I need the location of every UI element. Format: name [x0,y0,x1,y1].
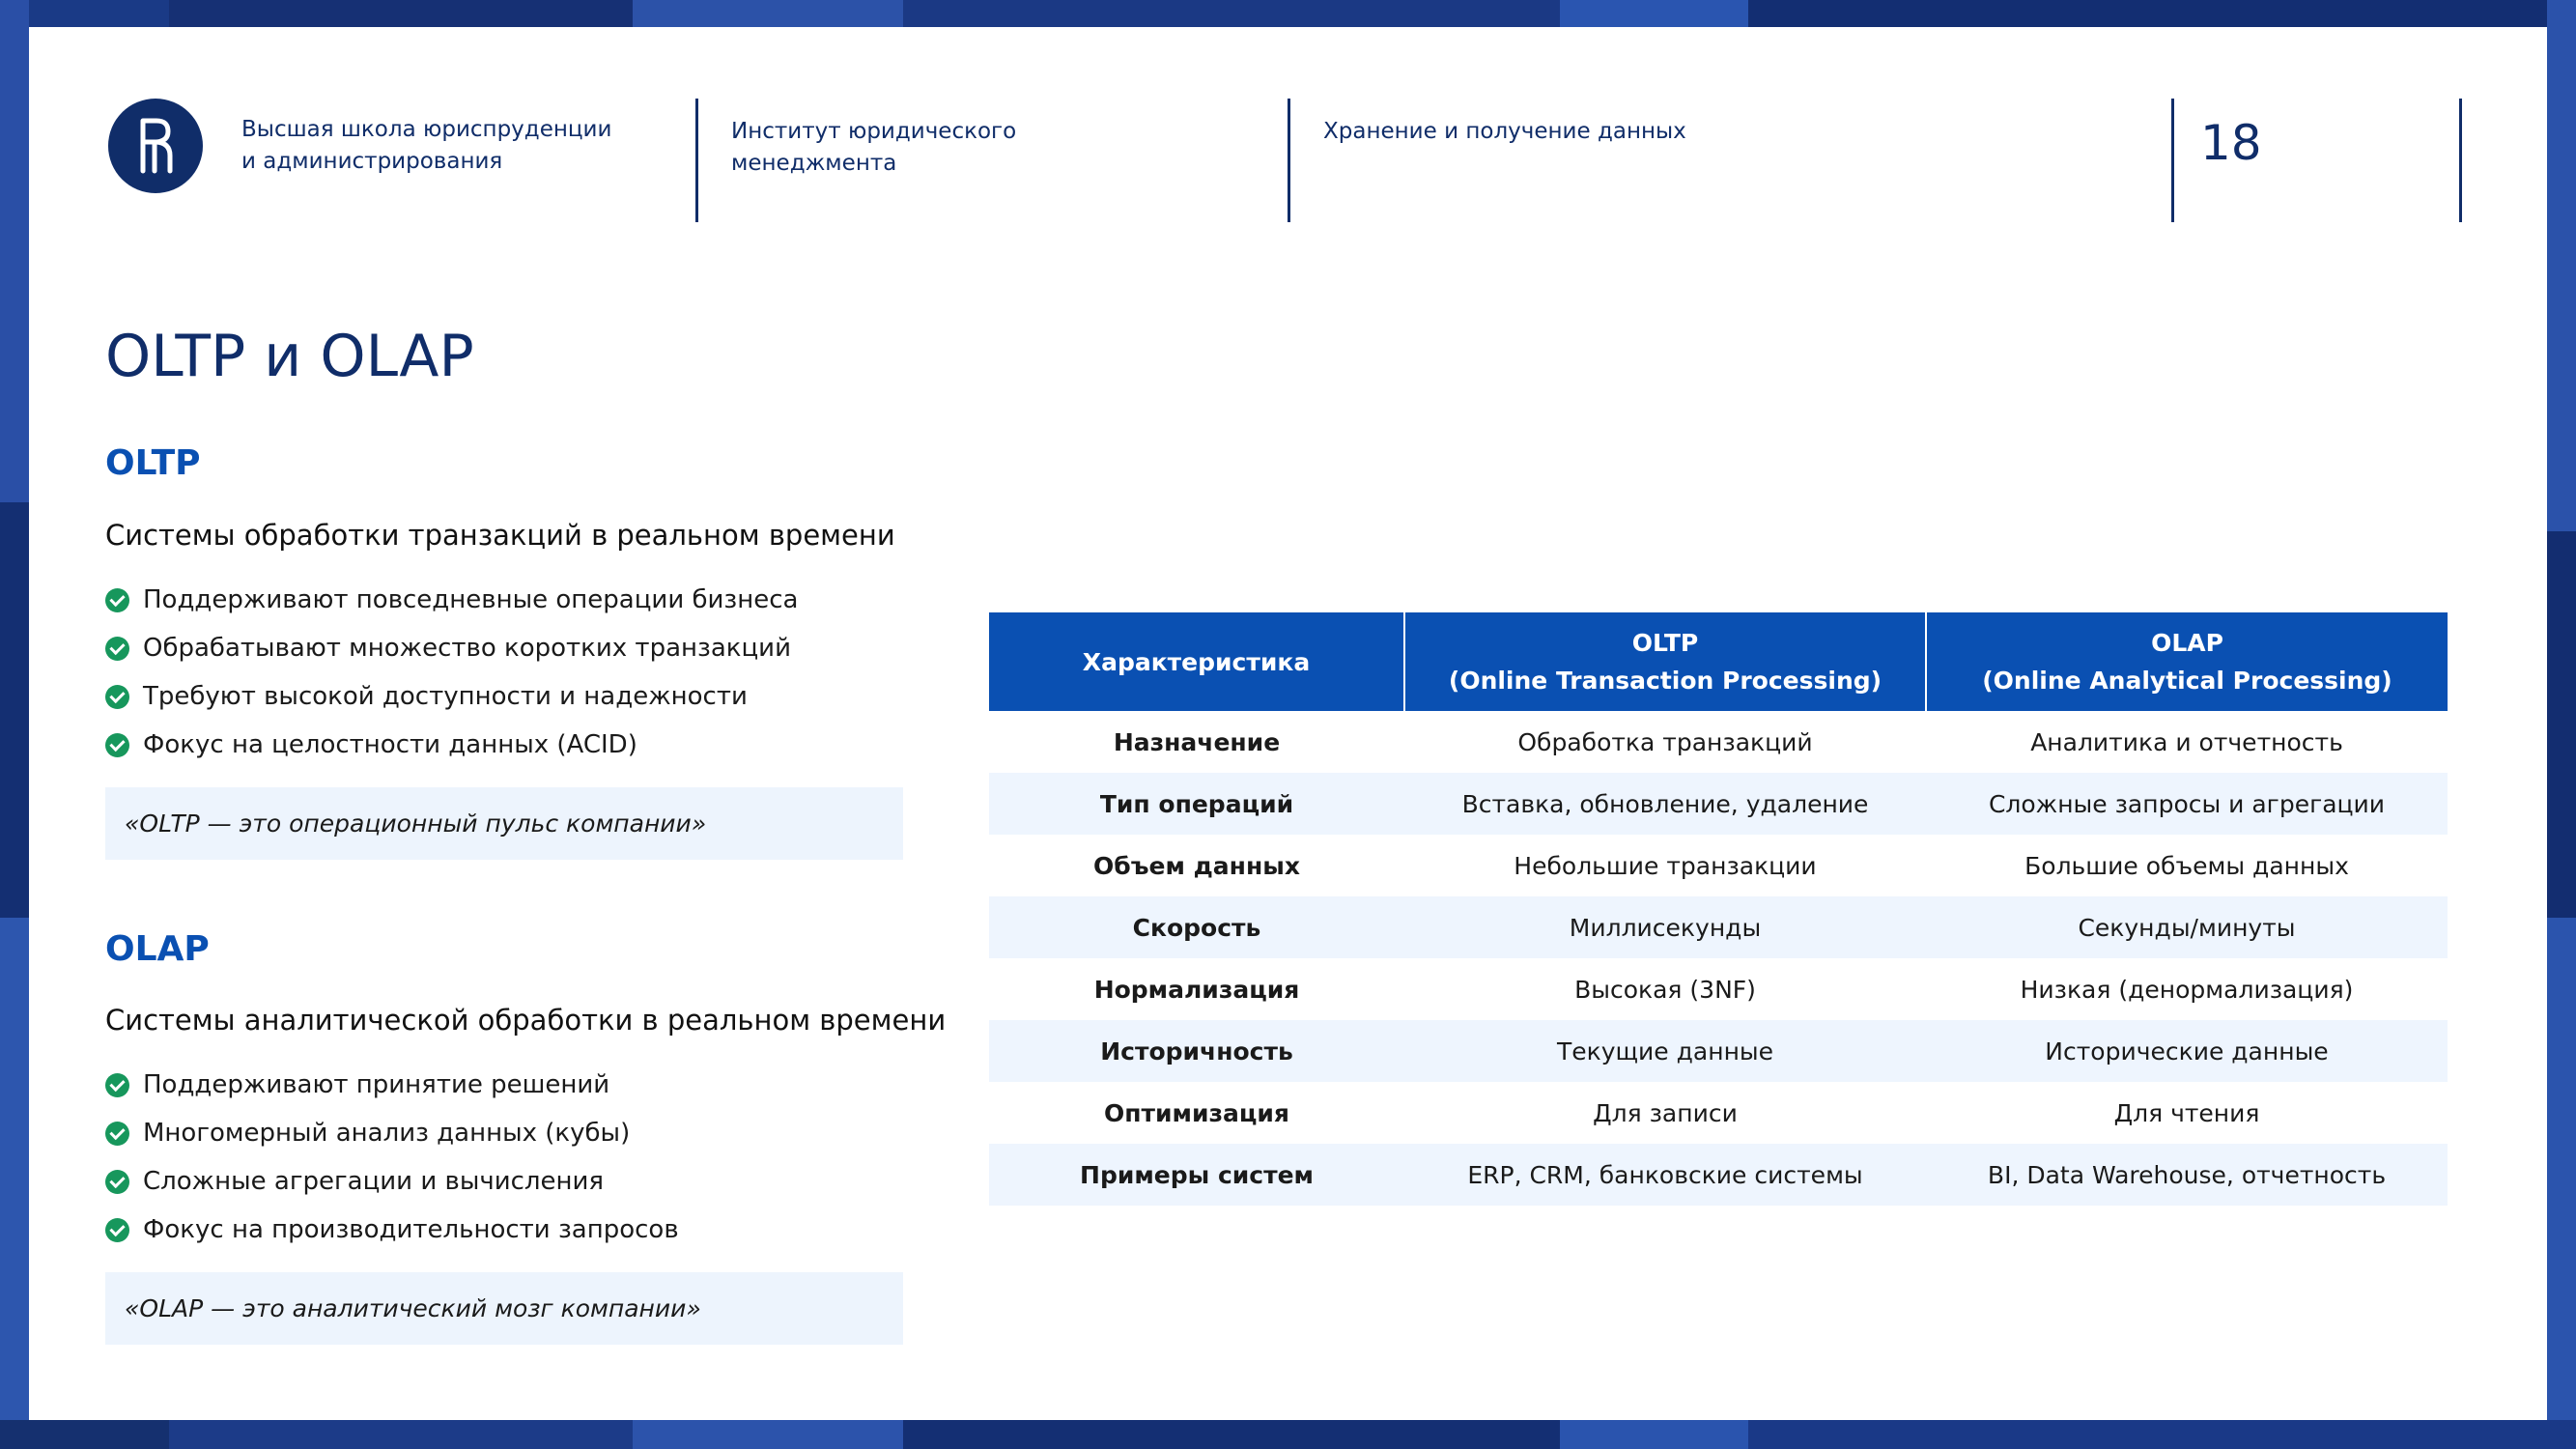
check-circle-icon [105,588,129,612]
check-circle-icon [105,637,129,661]
column-header-characteristic [989,612,1404,711]
table-cell: Исторические данные [1926,1020,2448,1082]
check-circle-icon [105,1122,129,1146]
header-divider [695,99,698,222]
table-cell: Миллисекунды [1404,896,1926,958]
institute-name [731,116,1016,180]
frame-block [0,0,29,502]
institute-name-line1: Институт юридического [731,119,1017,144]
table-cell: Низкая (денормализация) [2020,975,2354,1004]
bullet-text: Многомерный анализ данных (кубы) [143,1119,631,1148]
column-header-olap [1926,612,2448,711]
header-line1: OLTP [1631,629,1699,657]
frame-block [2547,531,2576,918]
table-row [989,773,2448,835]
check-circle-icon [105,1073,129,1097]
frame-block [1748,0,2576,29]
oltp-bullet-list [105,576,798,769]
school-name-line1: Высшая школа юриспруденции [241,117,612,142]
header-line2: (Online Transaction Processing) [1448,667,1882,695]
hse-logo-icon [129,115,182,177]
frame-block [1560,1420,1748,1449]
olap-subtitle: Системы аналитической обработки в реальном времени [105,1004,947,1037]
list-item [105,1109,679,1157]
school-name [241,114,611,178]
frame-block [2547,0,2576,531]
bullet-text: Требуют высокой доступности и надежности [143,682,748,711]
oltp-subtitle: Системы обработки транзакций в реальном времени [105,519,895,552]
header-line2: (Online Analytical Processing) [1982,667,2392,695]
table-cell: BI, Data Warehouse, отчетность [1926,1144,2448,1206]
row-header: Тип операций [989,773,1404,835]
header-divider [2459,99,2462,222]
olap-bullet-list [105,1061,679,1254]
institute-name-line2: менеджмента [731,151,897,176]
school-name-line2: и администрирования [241,149,503,174]
row-header: Оптимизация [1104,1098,1289,1127]
bullet-text: Фокус на производительности запросов [143,1215,679,1244]
slide [29,27,2547,1420]
column-header-oltp [1404,612,1926,711]
page-number: 18 [2200,115,2262,171]
olap-heading: OLAP [105,929,210,969]
table-cell: Для чтения [2113,1098,2260,1127]
table-cell: Обработка транзакций [1517,727,1813,756]
frame-block [0,918,29,1449]
table-row [989,1020,2448,1082]
list-item [105,1157,679,1206]
bullet-text: Поддерживают повседневные операции бизнеса [143,585,799,614]
oltp-quote: «OLTP — это операционный пульс компании» [105,787,903,860]
table-row [989,958,2448,1020]
frame-block [169,1420,633,1449]
table-row [989,1144,2448,1206]
frame-block [903,1420,1560,1449]
row-header: Историчность [989,1020,1404,1082]
bullet-text: Фокус на целостности данных (ACID) [143,730,637,759]
row-header: Примеры систем [989,1144,1404,1206]
table-header-row [989,612,2448,711]
table-cell: Для записи [1593,1098,1738,1127]
comparison-table [989,612,2448,1206]
frame-block [0,1420,169,1449]
list-item [105,624,798,672]
table-cell: Секунды/минуты [1926,896,2448,958]
oltp-heading: OLTP [105,443,201,483]
check-circle-icon [105,1218,129,1242]
frame-block [2547,918,2576,1449]
table-cell: Небольшие транзакции [1514,851,1817,880]
row-header: Нормализация [1093,975,1300,1004]
hse-logo [108,99,203,193]
bullet-text: Поддерживают принятие решений [143,1070,610,1099]
check-circle-icon [105,685,129,709]
header-line1: OLAP [2151,629,2223,657]
list-item [105,672,798,721]
table-cell: Вставка, обновление, удаление [1404,773,1926,835]
table-row [989,1082,2448,1144]
table-cell: Высокая (3NF) [1574,975,1756,1004]
frame-block [0,502,29,918]
header-line1: Характеристика [1082,647,1311,676]
header-divider [2171,99,2174,222]
bullet-text: Обрабатывают множество коротких транзакций [143,634,791,663]
table-cell: ERP, CRM, банковские системы [1404,1144,1926,1206]
frame-block [633,1420,903,1449]
frame-block [903,0,1560,29]
frame-block [633,0,903,29]
check-circle-icon [105,733,129,757]
table-cell: Аналитика и отчетность [2030,727,2343,756]
olap-quote: «OLAP — это аналитический мозг компании» [105,1272,903,1345]
table-cell: Большие объемы данных [2024,851,2349,880]
topic-name: Хранение и получение данных [1323,119,1686,144]
row-header: Объем данных [1093,851,1300,880]
list-item [105,721,798,769]
table-row [989,835,2448,896]
table-cell: Текущие данные [1404,1020,1926,1082]
list-item [105,1061,679,1109]
frame-block [1560,0,1748,29]
row-header: Скорость [989,896,1404,958]
table-row [989,896,2448,958]
bullet-text: Сложные агрегации и вычисления [143,1167,605,1196]
table-cell: Сложные запросы и агрегации [1926,773,2448,835]
frame-block [1748,1420,2576,1449]
list-item [105,1206,679,1254]
header-divider [1288,99,1290,222]
list-item [105,576,798,624]
frame-block [169,0,633,29]
page-title: OLTP и OLAP [105,323,474,390]
check-circle-icon [105,1170,129,1194]
table-row [989,711,2448,773]
row-header: Назначение [1113,727,1281,756]
